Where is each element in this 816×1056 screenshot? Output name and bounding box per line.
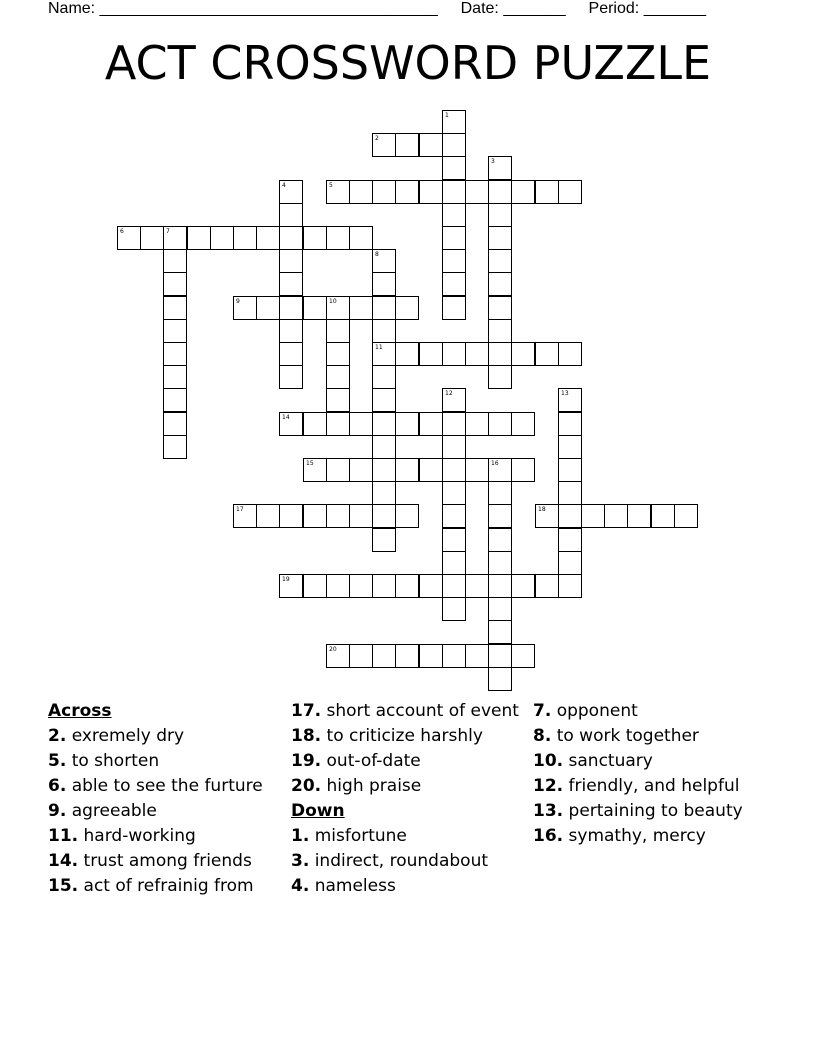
grid-cell[interactable] — [488, 249, 512, 273]
clue-column-1 — [48, 702, 284, 902]
clue-text: friendly, and helpful — [563, 776, 740, 796]
across-clue — [291, 702, 527, 721]
grid-cell[interactable] — [163, 435, 187, 459]
across-clue — [291, 777, 527, 796]
clue-number: 9. — [48, 801, 67, 821]
grid-cell[interactable] — [558, 180, 582, 204]
grid-cell[interactable] — [163, 226, 187, 250]
grid-cell[interactable] — [442, 203, 466, 227]
grid-cell[interactable] — [372, 504, 396, 528]
grid-cell[interactable] — [442, 133, 466, 157]
down-clue — [291, 852, 527, 871]
across-clue — [48, 877, 284, 896]
grid-cell[interactable] — [372, 296, 396, 320]
grid-cell[interactable] — [442, 435, 466, 459]
grid-cell[interactable] — [442, 296, 466, 320]
grid-cell[interactable] — [163, 388, 187, 412]
clue-text: to work together — [551, 726, 699, 746]
clue-text: symathy, mercy — [563, 826, 706, 846]
grid-cell[interactable] — [279, 574, 303, 598]
grid-cell[interactable] — [326, 226, 350, 250]
grid-cell[interactable] — [279, 319, 303, 343]
clue-text: to criticize harshly — [321, 726, 483, 746]
grid-cell[interactable] — [442, 110, 466, 134]
clue-text: high praise — [321, 776, 422, 796]
grid-cell[interactable] — [558, 551, 582, 575]
grid-cell[interactable] — [372, 342, 396, 366]
grid-cell[interactable] — [349, 226, 373, 250]
grid-cell[interactable] — [465, 342, 489, 366]
grid-cell[interactable] — [488, 504, 512, 528]
grid-cell[interactable] — [372, 481, 396, 505]
grid-cell[interactable] — [488, 412, 512, 436]
clue-number: 16. — [533, 826, 564, 846]
grid-cell[interactable] — [303, 574, 327, 598]
grid-cell[interactable] — [488, 458, 512, 482]
grid-cell[interactable] — [326, 388, 350, 412]
down-clue-list-continued — [533, 702, 769, 846]
grid-cell[interactable] — [535, 180, 559, 204]
grid-cell[interactable] — [279, 365, 303, 389]
grid-cell[interactable] — [163, 342, 187, 366]
grid-cell[interactable] — [372, 319, 396, 343]
grid-cell[interactable] — [326, 412, 350, 436]
grid-cell[interactable] — [558, 458, 582, 482]
clue-number: 19. — [291, 751, 322, 771]
down-clue — [291, 827, 527, 846]
grid-cell[interactable] — [163, 319, 187, 343]
grid-cell[interactable] — [326, 574, 350, 598]
clue-text: trust among friends — [78, 851, 252, 871]
name-line[interactable]: ______________________________________ — [99, 0, 438, 17]
grid-cell[interactable] — [558, 481, 582, 505]
grid-cell[interactable] — [372, 458, 396, 482]
grid-cell[interactable] — [488, 226, 512, 250]
date-line[interactable]: _______ — [503, 0, 566, 17]
grid-cell[interactable] — [163, 272, 187, 296]
grid-cell[interactable] — [651, 504, 675, 528]
clue-text: indirect, roundabout — [309, 851, 489, 871]
grid-cell[interactable] — [372, 272, 396, 296]
grid-cell[interactable] — [303, 296, 327, 320]
across-clue — [291, 752, 527, 771]
grid-cell[interactable] — [442, 597, 466, 621]
date-label: Date: — [460, 0, 499, 17]
grid-cell[interactable] — [163, 365, 187, 389]
grid-cell[interactable] — [488, 597, 512, 621]
grid-cell[interactable] — [326, 504, 350, 528]
grid-cell[interactable] — [419, 458, 443, 482]
grid-cell[interactable] — [279, 249, 303, 273]
grid-cell[interactable] — [488, 667, 512, 691]
grid-cell[interactable] — [140, 226, 164, 250]
grid-cell[interactable] — [442, 528, 466, 552]
clue-number: 6. — [48, 776, 67, 796]
down-clue — [533, 727, 769, 746]
clue-number: 12. — [533, 776, 564, 796]
clue-number: 7. — [533, 701, 552, 721]
clue-number: 11. — [48, 826, 79, 846]
grid-cell[interactable] — [511, 574, 535, 598]
cell-number: 6 — [120, 228, 124, 235]
cell-number: 1 — [445, 112, 449, 119]
grid-cell[interactable] — [488, 620, 512, 644]
grid-cell[interactable] — [372, 365, 396, 389]
down-clue — [533, 777, 769, 796]
cell-number: 9 — [236, 298, 240, 305]
cell-number: 5 — [329, 182, 333, 189]
grid-cell[interactable] — [326, 458, 350, 482]
grid-cell[interactable] — [163, 296, 187, 320]
down-clue-list — [291, 827, 527, 896]
clue-number: 3. — [291, 851, 310, 871]
grid-cell[interactable] — [511, 458, 535, 482]
clue-text: able to see the furture — [66, 776, 263, 796]
grid-cell[interactable] — [256, 226, 280, 250]
grid-cell[interactable] — [349, 458, 373, 482]
grid-cell[interactable] — [581, 504, 605, 528]
down-clue — [533, 802, 769, 821]
grid-cell[interactable] — [465, 412, 489, 436]
grid-cell[interactable] — [233, 226, 257, 250]
grid-cell[interactable] — [372, 528, 396, 552]
clue-text: act of refrainig from — [78, 876, 254, 896]
grid-cell[interactable] — [488, 203, 512, 227]
grid-cell[interactable] — [233, 504, 257, 528]
cell-number: 8 — [375, 251, 379, 258]
grid-cell[interactable] — [419, 180, 443, 204]
grid-cell[interactable] — [442, 481, 466, 505]
across-clue-list — [48, 727, 284, 896]
cell-number: 12 — [445, 390, 453, 397]
grid-cell[interactable] — [465, 458, 489, 482]
grid-cell[interactable] — [558, 388, 582, 412]
grid-cell[interactable] — [488, 156, 512, 180]
grid-cell[interactable] — [372, 644, 396, 668]
grid-cell[interactable] — [279, 203, 303, 227]
cell-number: 3 — [491, 158, 495, 165]
across-heading: Across — [48, 701, 112, 721]
across-clue — [48, 802, 284, 821]
grid-cell[interactable] — [488, 574, 512, 598]
grid-cell[interactable] — [279, 226, 303, 250]
grid-cell[interactable] — [279, 272, 303, 296]
cell-number: 13 — [561, 390, 569, 397]
grid-cell[interactable] — [233, 296, 257, 320]
clue-text: to shorten — [66, 751, 160, 771]
grid-cell[interactable] — [395, 133, 419, 157]
grid-cell[interactable] — [372, 249, 396, 273]
grid-cell[interactable] — [535, 342, 559, 366]
clue-text: agreeable — [66, 801, 157, 821]
grid-cell[interactable] — [442, 156, 466, 180]
grid-cell[interactable] — [187, 226, 211, 250]
grid-cell[interactable] — [303, 226, 327, 250]
grid-cell[interactable] — [674, 504, 698, 528]
clue-text: exremely dry — [66, 726, 185, 746]
across-clue — [48, 777, 284, 796]
grid-cell[interactable] — [210, 226, 234, 250]
cell-number: 10 — [329, 298, 337, 305]
grid-cell[interactable] — [326, 180, 350, 204]
clue-text: nameless — [309, 876, 396, 896]
grid-cell[interactable] — [372, 180, 396, 204]
grid-cell[interactable] — [326, 644, 350, 668]
grid-cell[interactable] — [279, 296, 303, 320]
clue-number: 15. — [48, 876, 79, 896]
grid-cell[interactable] — [535, 574, 559, 598]
grid-cell[interactable] — [349, 504, 373, 528]
clue-number: 17. — [291, 701, 322, 721]
grid-cell[interactable] — [395, 644, 419, 668]
cell-number: 15 — [306, 460, 314, 467]
cell-number: 18 — [538, 506, 546, 513]
grid-cell[interactable] — [511, 342, 535, 366]
grid-cell[interactable] — [442, 412, 466, 436]
grid-cell[interactable] — [419, 412, 443, 436]
grid-cell[interactable] — [511, 412, 535, 436]
grid-cell[interactable] — [442, 226, 466, 250]
grid-cell[interactable] — [326, 342, 350, 366]
cell-number: 7 — [166, 228, 170, 235]
grid-cell[interactable] — [511, 180, 535, 204]
grid-cell[interactable] — [117, 226, 141, 250]
grid-cell[interactable] — [279, 504, 303, 528]
grid-cell[interactable] — [419, 133, 443, 157]
grid-cell[interactable] — [488, 365, 512, 389]
grid-cell[interactable] — [395, 458, 419, 482]
grid-cell[interactable] — [349, 574, 373, 598]
clue-text: short account of event — [321, 701, 519, 721]
grid-cell[interactable] — [488, 528, 512, 552]
grid-cell[interactable] — [395, 180, 419, 204]
down-clue — [291, 877, 527, 896]
grid-cell[interactable] — [465, 644, 489, 668]
grid-cell[interactable] — [488, 296, 512, 320]
cell-number: 14 — [282, 414, 290, 421]
clue-text: misfortune — [309, 826, 407, 846]
across-clue — [48, 752, 284, 771]
across-clue — [291, 727, 527, 746]
grid-cell[interactable] — [442, 458, 466, 482]
clue-number: 20. — [291, 776, 322, 796]
grid-cell[interactable] — [442, 342, 466, 366]
grid-cell[interactable] — [558, 342, 582, 366]
clue-text: hard-working — [78, 826, 196, 846]
puzzle-title: ACT CROSSWORD PUZZLE — [104, 36, 712, 90]
cell-number: 2 — [375, 135, 379, 142]
clue-text: sanctuary — [563, 751, 653, 771]
grid-cell[interactable] — [395, 574, 419, 598]
grid-cell[interactable] — [442, 180, 466, 204]
grid-cell[interactable] — [256, 504, 280, 528]
grid-cell[interactable] — [349, 296, 373, 320]
grid-cell[interactable] — [326, 319, 350, 343]
grid-cell[interactable] — [372, 435, 396, 459]
grid-cell[interactable] — [326, 296, 350, 320]
grid-cell[interactable] — [395, 342, 419, 366]
grid-cell[interactable] — [279, 180, 303, 204]
grid-cell[interactable] — [442, 249, 466, 273]
down-clue — [533, 702, 769, 721]
clue-text: pertaining to beauty — [563, 801, 743, 821]
grid-cell[interactable] — [511, 644, 535, 668]
across-clue — [48, 827, 284, 846]
cell-number: 4 — [282, 182, 286, 189]
grid-cell[interactable] — [256, 296, 280, 320]
grid-cell[interactable] — [442, 551, 466, 575]
grid-cell[interactable] — [372, 574, 396, 598]
clue-number: 8. — [533, 726, 552, 746]
grid-cell[interactable] — [349, 180, 373, 204]
grid-cell[interactable] — [163, 412, 187, 436]
grid-cell[interactable] — [558, 412, 582, 436]
grid-cell[interactable] — [558, 435, 582, 459]
cell-number: 17 — [236, 506, 244, 513]
grid-cell[interactable] — [395, 296, 419, 320]
grid-cell[interactable] — [604, 504, 628, 528]
grid-cell[interactable] — [349, 412, 373, 436]
period-line[interactable]: _______ — [643, 0, 706, 17]
grid-cell[interactable] — [488, 272, 512, 296]
cell-number: 19 — [282, 576, 290, 583]
clue-text: opponent — [551, 701, 638, 721]
clue-number: 13. — [533, 801, 564, 821]
grid-cell[interactable] — [488, 180, 512, 204]
grid-cell[interactable] — [303, 458, 327, 482]
cell-number: 16 — [491, 460, 499, 467]
grid-cell[interactable] — [558, 504, 582, 528]
down-heading: Down — [291, 801, 345, 821]
clue-number: 10. — [533, 751, 564, 771]
grid-cell[interactable] — [442, 574, 466, 598]
grid-cell[interactable] — [279, 342, 303, 366]
grid-cell[interactable] — [488, 551, 512, 575]
name-label: Name: — [48, 0, 96, 17]
cell-number: 20 — [329, 646, 337, 653]
grid-cell[interactable] — [303, 412, 327, 436]
grid-cell[interactable] — [395, 504, 419, 528]
cell-number: 11 — [375, 344, 383, 351]
grid-cell[interactable] — [442, 644, 466, 668]
grid-cell[interactable] — [372, 388, 396, 412]
clue-column-2 — [291, 702, 527, 902]
grid-cell[interactable] — [627, 504, 651, 528]
down-clue — [533, 752, 769, 771]
clue-number: 2. — [48, 726, 67, 746]
clue-number: 18. — [291, 726, 322, 746]
grid-cell[interactable] — [163, 249, 187, 273]
grid-cell[interactable] — [442, 272, 466, 296]
clue-number: 4. — [291, 876, 310, 896]
grid-cell[interactable] — [279, 412, 303, 436]
across-clue — [48, 727, 284, 746]
grid-cell[interactable] — [349, 644, 373, 668]
grid-cell[interactable] — [488, 342, 512, 366]
clue-text: out-of-date — [321, 751, 421, 771]
down-clue — [533, 827, 769, 846]
clue-column-3 — [533, 702, 769, 852]
grid-cell[interactable] — [372, 133, 396, 157]
across-clue-list-continued — [291, 702, 527, 796]
grid-cell[interactable] — [326, 365, 350, 389]
across-clue — [48, 852, 284, 871]
clue-number: 14. — [48, 851, 79, 871]
grid-cell[interactable] — [558, 528, 582, 552]
grid-cell[interactable] — [465, 180, 489, 204]
grid-cell[interactable] — [488, 319, 512, 343]
grid-cell[interactable] — [303, 504, 327, 528]
period-label: Period: — [588, 0, 640, 17]
grid-cell[interactable] — [442, 504, 466, 528]
grid-cell[interactable] — [558, 574, 582, 598]
grid-cell[interactable] — [465, 574, 489, 598]
grid-cell[interactable] — [395, 412, 419, 436]
clue-number: 5. — [48, 751, 67, 771]
grid-cell[interactable] — [442, 388, 466, 412]
grid-cell[interactable] — [535, 504, 559, 528]
grid-cell[interactable] — [419, 342, 443, 366]
grid-cell[interactable] — [419, 644, 443, 668]
grid-cell[interactable] — [419, 574, 443, 598]
grid-cell[interactable] — [372, 412, 396, 436]
grid-cell[interactable] — [488, 644, 512, 668]
clue-number: 1. — [291, 826, 310, 846]
grid-cell[interactable] — [488, 481, 512, 505]
